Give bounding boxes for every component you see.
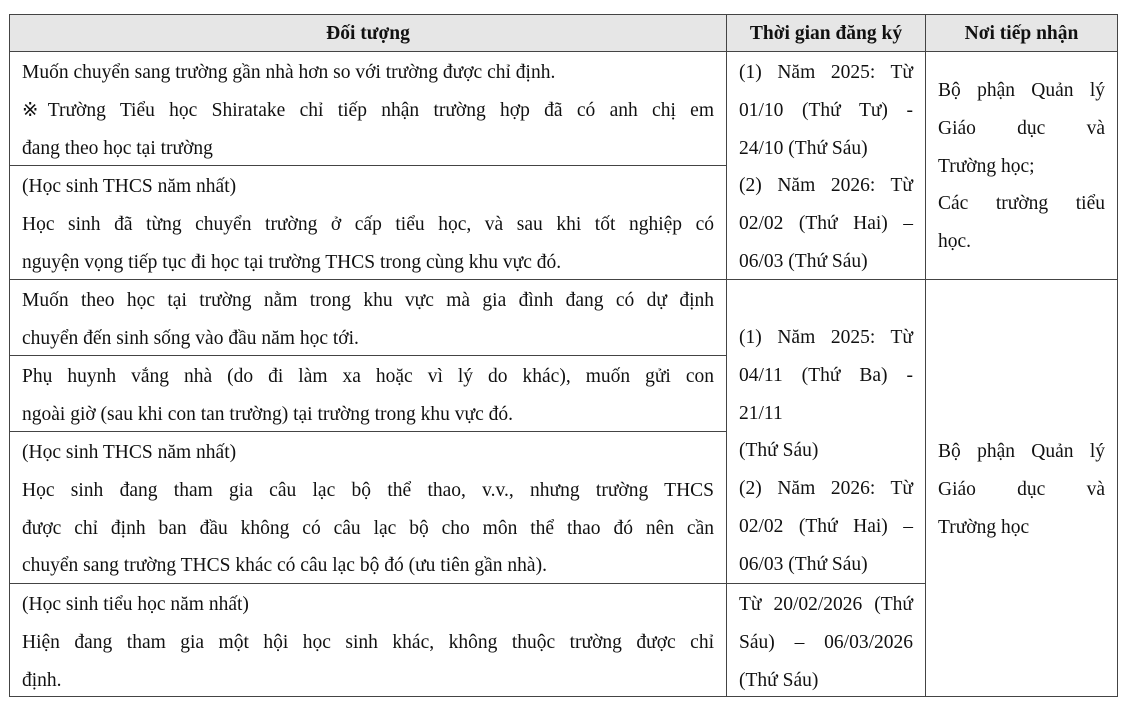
target-continue-same-area: [9, 165, 727, 280]
text-line: chuyển sang trường THCS khác có câu lạc bộ đó (ưu tiên gần nhà).: [22, 555, 547, 577]
text-line: (1) Năm 2025: Từ: [739, 62, 913, 83]
text-line: Học sinh đang tham gia câu lạc bộ thể thao, v.v., nhưng trường THCS: [22, 479, 714, 501]
target-sports-club: [9, 431, 727, 584]
text-line: 04/11 (Thứ Ba) - 21/11: [739, 364, 913, 424]
registration-table: [9, 14, 1118, 697]
receiving-place-group2: [925, 279, 1118, 697]
text-line: Hiện đang tham gia một hội học sinh khác, không thuộc trường được chỉ: [22, 631, 714, 653]
text-line: Phụ huynh vắng nhà (do đi làm xa hoặc vì lý do khác), muốn gửi con: [22, 366, 714, 387]
text-line: Học sinh đã từng chuyển trường ở cấp tiểu học, và sau khi tốt nghiệp có: [22, 213, 714, 235]
text-line: Từ 20/02/2026 (Thứ: [739, 594, 913, 615]
text-line: (Thứ Sáu): [739, 440, 819, 462]
text-line: Bộ phận Quản lý: [938, 80, 1105, 101]
text-line: (Học sinh THCS năm nhất): [22, 442, 237, 463]
text-line: Giáo dục và: [938, 117, 1105, 139]
text-line: Trường học;: [938, 155, 1035, 177]
text-line: Muốn theo học tại trường nằm trong khu vực mà gia đình đang có dự định: [22, 290, 714, 311]
text-line: (Học sinh THCS năm nhất): [22, 176, 237, 197]
header-receiving-place: Nơi tiếp nhận: [925, 14, 1118, 52]
text-line: 06/03 (Thứ Sáu): [739, 250, 868, 272]
text-line: (Thứ Sáu): [739, 669, 819, 691]
target-other-student-association: [9, 583, 727, 697]
text-line: 06/03 (Thứ Sáu): [739, 553, 868, 575]
text-line: (2) Năm 2026: Từ: [739, 478, 913, 500]
text-line: 24/10 (Thứ Sáu): [739, 137, 868, 159]
text-line: (1) Năm 2025: Từ: [739, 327, 913, 348]
registration-time-group2: [726, 279, 926, 584]
text-line: 01/10 (Thứ Tư) -: [739, 99, 913, 121]
text-line: Trường học: [938, 516, 1030, 538]
text-line: định.: [22, 669, 62, 691]
text-line: được chỉ định ban đầu không có câu lạc bộ cho môn thể thao đó nên cần: [22, 517, 714, 539]
text-line: Các trường tiểu: [938, 193, 1105, 215]
text-line: chuyển đến sinh sống vào đầu năm học tới.: [22, 327, 359, 349]
text-line: Sáu) – 06/03/2026: [739, 631, 913, 653]
text-line: (2) Năm 2026: Từ: [739, 175, 913, 197]
text-line: Bộ phận Quản lý: [938, 441, 1105, 462]
text-line: ※Trường Tiểu học Shiratake chỉ tiếp nhận trường hợp đã có anh chị em: [22, 99, 714, 121]
registration-time-group3: [726, 583, 926, 697]
text-line: ngoài giờ (sau khi con tan trường) tại trường trong khu vực đó.: [22, 403, 514, 425]
text-line: 02/02 (Thứ Hai) –: [739, 213, 913, 235]
target-after-school-care: [9, 355, 727, 432]
receiving-place-group1: [925, 51, 1118, 280]
registration-time-group1: [726, 51, 926, 280]
text-line: (Học sinh tiểu học năm nhất): [22, 594, 249, 615]
header-registration-time: Thời gian đăng ký: [726, 14, 926, 52]
text-line: đang theo học tại trường: [22, 137, 213, 159]
header-target: Đối tượng: [9, 14, 727, 52]
text-line: 02/02 (Thứ Hai) –: [739, 515, 913, 537]
text-line: Muốn chuyển sang trường gần nhà hơn so với trường được chỉ định.: [22, 62, 556, 83]
target-nearer-school: [9, 51, 727, 166]
text-line: Giáo dục và: [938, 478, 1105, 500]
target-moving-area: [9, 279, 727, 356]
text-line: nguyện vọng tiếp tục đi học tại trường THCS trong cùng khu vực đó.: [22, 251, 562, 273]
text-line: học.: [938, 231, 972, 253]
